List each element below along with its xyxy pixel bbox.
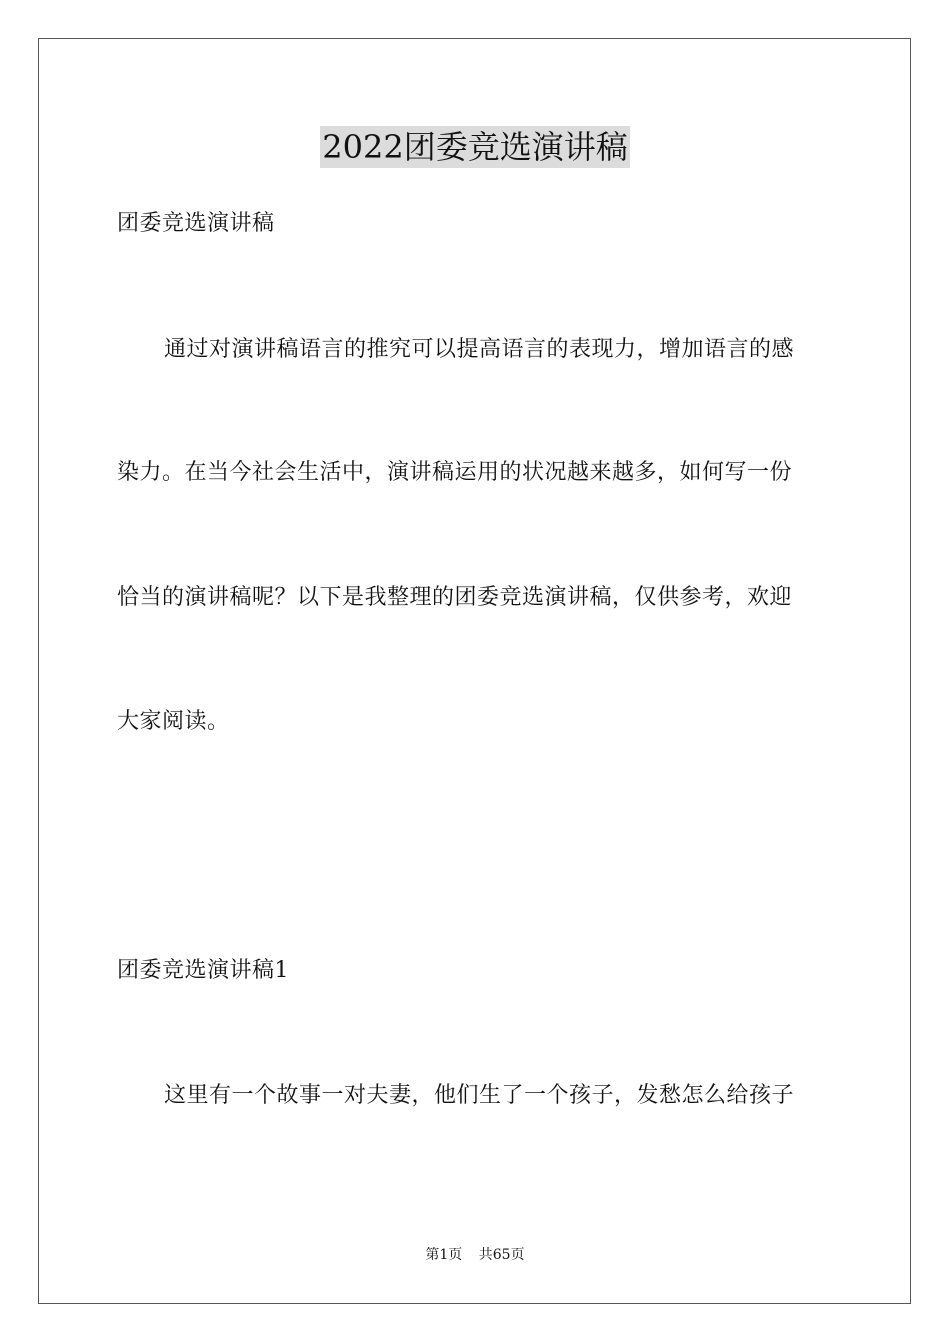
intro-line-2: 染力。在当今社会生活中，演讲稿运用的状况越来越多，如何写一份 xyxy=(117,460,793,485)
total-pages: 共65页 xyxy=(478,1247,525,1263)
section1-heading: 团委竞选演讲稿1 xyxy=(117,958,289,983)
page-footer xyxy=(0,1246,950,1264)
section1-line-1: 这里有一个故事一对夫妻，他们生了一个孩子，发愁怎么给孩子 xyxy=(164,1083,795,1108)
intro-line-3: 恰当的演讲稿呢？以下是我整理的团委竞选演讲稿，仅供参考，欢迎 xyxy=(117,585,793,610)
title-container xyxy=(0,126,950,168)
intro-line-4: 大家阅读。 xyxy=(117,709,230,734)
document-subtitle: 团委竞选演讲稿 xyxy=(117,211,275,236)
document-title: 2022团委竞选演讲稿 xyxy=(322,128,628,166)
page-number: 第1页 xyxy=(425,1247,463,1263)
intro-line-1: 通过对演讲稿语言的推究可以提高语言的表现力，增加语言的感 xyxy=(164,337,795,362)
